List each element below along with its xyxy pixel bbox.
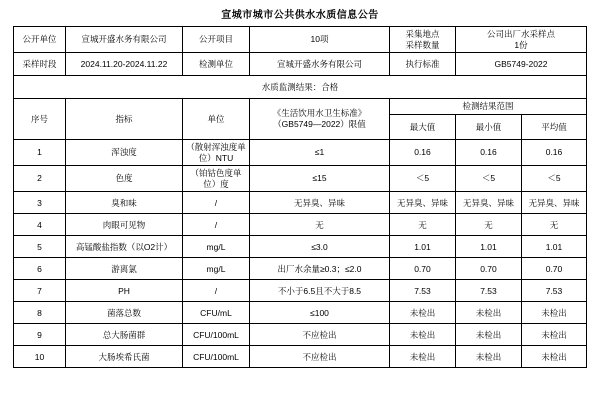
cell-unit: mg/L [182,258,249,280]
cell-max: 0.70 [389,258,455,280]
sampling-period-label: 采样时段 [13,53,65,76]
table-row [13,166,586,192]
header-index: 序号 [13,99,65,140]
cell-max: ＜5 [389,166,455,192]
cell-standard: ≤3.0 [249,236,389,258]
water-quality-report-table [13,26,587,368]
cell-unit: / [182,192,249,214]
table-row [13,214,586,236]
cell-unit: mg/L [182,236,249,258]
cell-max: 未检出 [389,324,455,346]
cell-avg: 1.01 [521,236,586,258]
cell-min: 1.01 [455,236,521,258]
cell-min: 未检出 [455,324,521,346]
cell-standard: 出厂水余量≥0.3；≤2.0 [249,258,389,280]
info-row-3 [13,76,586,99]
cell-avg: 0.70 [521,258,586,280]
cell-index: 10 [13,346,65,368]
cell-unit: CFU/100mL [182,346,249,368]
table-row [13,139,586,165]
cell-index: 5 [13,236,65,258]
cell-unit: / [182,214,249,236]
header-avg: 平均值 [521,114,586,139]
table-row [13,236,586,258]
cell-index: 9 [13,324,65,346]
cell-avg: 未检出 [521,324,586,346]
cell-avg: 无异臭、异味 [521,192,586,214]
cell-min: ＜5 [455,166,521,192]
info-row-1 [13,27,586,53]
header-standard [249,99,389,140]
cell-unit [182,139,249,165]
cell-max: 1.01 [389,236,455,258]
header-standard-line2: （GB5749—2022）限值 [273,119,366,130]
cell-min: 0.70 [455,258,521,280]
sampling-location-label-line1: 采集地点 [405,29,440,39]
cell-avg: 未检出 [521,346,586,368]
header-min: 最小值 [455,114,521,139]
cell-index: 8 [13,302,65,324]
cell-standard: ≤1 [249,139,389,165]
table-header-row-1 [13,99,586,115]
testing-unit-label: 检测单位 [182,53,249,76]
cell-unit: / [182,280,249,302]
cell-unit-line1: （散射浑浊度单 [186,141,246,152]
cell-min: 无 [455,214,521,236]
sampling-location-label-line2: 采样数量 [405,39,440,50]
cell-max: 无异臭、异味 [389,192,455,214]
cell-avg: 无 [521,214,586,236]
sampling-location-label [389,27,455,53]
cell-avg: 未检出 [521,302,586,324]
cell-avg: 7.53 [521,280,586,302]
public-unit-label: 公开单位 [13,27,65,53]
cell-index: 1 [13,139,65,165]
cell-min: 无异臭、异味 [455,192,521,214]
cell-index: 3 [13,192,65,214]
cell-indicator: PH [65,280,182,302]
cell-standard: ≤15 [249,166,389,192]
page-title: 宣城市城市公共供水水质信息公告 [221,10,379,21]
testing-unit-value: 宣城开盛水务有限公司 [249,53,389,76]
cell-unit-line1: （铂钴色度单 [190,168,242,179]
cell-index: 7 [13,280,65,302]
info-row-2 [13,53,586,76]
cell-min: 未检出 [455,302,521,324]
cell-indicator: 浑浊度 [65,139,182,165]
cell-min: 未检出 [455,346,521,368]
header-standard-line1: 《生活饮用水卫生标准》 [272,108,367,119]
cell-unit: CFU/mL [182,302,249,324]
cell-unit: CFU/100mL [182,324,249,346]
table-row [13,302,586,324]
table-row [13,258,586,280]
cell-indicator: 菌落总数 [65,302,182,324]
cell-max: 未检出 [389,302,455,324]
cell-min: 7.53 [455,280,521,302]
cell-unit-line2: 位）度 [203,178,229,189]
cell-standard: 不应检出 [249,324,389,346]
sampling-period-value: 2024.11.20-2024.11.22 [65,53,182,76]
cell-indicator: 肉眼可见物 [65,214,182,236]
header-unit: 单位 [182,99,249,140]
header-max: 最大值 [389,114,455,139]
public-item-label: 公开项目 [182,27,249,53]
public-item-value: 10项 [249,27,389,53]
cell-indicator: 臭和味 [65,192,182,214]
cell-avg: 0.16 [521,139,586,165]
cell-unit [182,166,249,192]
header-indicator: 指标 [65,99,182,140]
execution-standard-label: 执行标准 [389,53,455,76]
cell-index: 4 [13,214,65,236]
cell-max: 无 [389,214,455,236]
sampling-point-value-line1: 公司出厂水采样点 [486,29,555,39]
cell-max: 0.16 [389,139,455,165]
cell-indicator: 色度 [65,166,182,192]
execution-standard-value: GB5749-2022 [455,53,586,76]
cell-max: 未检出 [389,346,455,368]
cell-standard: 无 [249,214,389,236]
table-row [13,324,586,346]
cell-indicator: 大肠埃希氏菌 [65,346,182,368]
cell-avg: ＜5 [521,166,586,192]
monitoring-result-text: 水质监测结果：合格 [13,76,586,99]
cell-standard: ≤100 [249,302,389,324]
table-row [13,346,586,368]
cell-indicator: 游离氯 [65,258,182,280]
public-unit-value: 宣城开盛水务有限公司 [65,27,182,53]
cell-index: 2 [13,166,65,192]
table-row [13,280,586,302]
cell-max: 7.53 [389,280,455,302]
header-range-group: 检测结果范围 [389,99,586,115]
sampling-point-value [455,27,586,53]
cell-standard: 不应检出 [249,346,389,368]
cell-indicator: 高锰酸盐指数（以O2计） [65,236,182,258]
cell-unit-line2: 位）NTU [198,152,234,163]
cell-standard: 不小于6.5且不大于8.5 [249,280,389,302]
cell-index: 6 [13,258,65,280]
cell-standard: 无异臭、异味 [249,192,389,214]
cell-indicator: 总大肠菌群 [65,324,182,346]
table-row [13,192,586,214]
sampling-point-value-line2: 1份 [514,39,528,50]
cell-min: 0.16 [455,139,521,165]
